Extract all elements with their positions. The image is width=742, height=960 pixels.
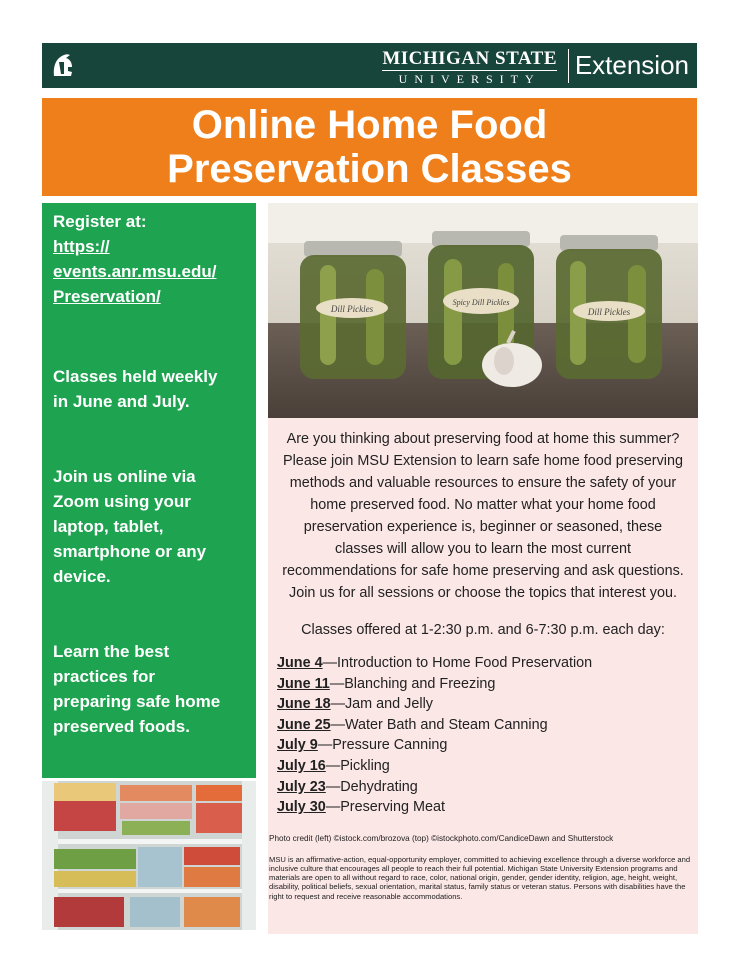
schedule-date: June 25 bbox=[277, 716, 331, 733]
schedule-item bbox=[277, 735, 698, 756]
registration-link[interactable] bbox=[53, 234, 248, 309]
schedule-date: June 18 bbox=[277, 696, 331, 713]
schedule-item bbox=[277, 674, 698, 695]
url-line[interactable]: https:// bbox=[53, 237, 110, 256]
practices-line: preserved foods. bbox=[53, 717, 190, 736]
schedule-item bbox=[277, 715, 698, 736]
freezer-photo bbox=[42, 781, 256, 930]
spartan-helmet-icon bbox=[50, 52, 76, 80]
schedule-topic: —Dehydrating bbox=[325, 778, 418, 795]
wordmark-divider bbox=[382, 70, 557, 71]
schedule-date: July 30 bbox=[277, 799, 326, 816]
schedule-topic: —Water Bath and Steam Canning bbox=[330, 716, 548, 733]
green-sidebar bbox=[42, 203, 256, 778]
jar-label: Spicy Dill Pickles bbox=[452, 298, 510, 307]
extension-label: Extension bbox=[574, 50, 689, 80]
register-label: Register at: bbox=[53, 212, 147, 231]
weekly-text bbox=[53, 364, 248, 414]
zoom-text bbox=[53, 464, 248, 589]
schedule-date: July 23 bbox=[277, 778, 326, 795]
pickle-jars-photo bbox=[268, 203, 698, 418]
university-name-line1: MICHIGAN STATE bbox=[382, 48, 557, 69]
freezer-illustration bbox=[42, 781, 256, 930]
schedule-item bbox=[277, 777, 698, 798]
url-line[interactable]: events.anr.msu.edu/ bbox=[53, 262, 217, 281]
class-times: Classes offered at 1-2:30 p.m. and 6-7:30 p.m. each day: bbox=[301, 622, 665, 638]
practices-line: Learn the best bbox=[53, 642, 170, 661]
photo-credit: Photo credit (left) ©istock.com/brozova (top) ©istockphoto.com/CandiceDawn and Shutterstock bbox=[269, 833, 614, 843]
title-line-1: Online Home Food bbox=[191, 103, 548, 147]
title-banner bbox=[42, 98, 697, 196]
zoom-line: device. bbox=[53, 567, 111, 586]
schedule-item bbox=[277, 756, 698, 777]
equal-opportunity-disclaimer: MSU is an affirmative-action, equal-opportunity employer, committed to achieving excellence through a diverse workforce and inclusive culture that encourages all people to reach their full potential. Michigan State University Extension programs and materials are open to all without regard to race, color, national origin, gender, gender identity, religion, age, height, weight, disability, political beliefs, sexual orientation, marital status, family status or veteran status. Persons with disabilities have the right to request and receive reasonable accommodations. bbox=[269, 854, 691, 901]
schedule-topic: —Preserving Meat bbox=[325, 799, 445, 816]
weekly-line: Classes held weekly bbox=[53, 367, 218, 386]
schedule-date: July 16 bbox=[277, 757, 326, 774]
weekly-line: in June and July. bbox=[53, 392, 190, 411]
pickle-jars-illustration bbox=[268, 203, 698, 418]
schedule-topic: —Pickling bbox=[325, 757, 390, 774]
schedule-date: July 9 bbox=[277, 737, 318, 754]
university-wordmark bbox=[382, 49, 557, 86]
title-line-2: Preservation Classes bbox=[167, 147, 572, 191]
schedule-topic: —Jam and Jelly bbox=[330, 696, 433, 713]
jar-label: Dill Pickles bbox=[330, 304, 374, 314]
zoom-line: Join us online via bbox=[53, 467, 196, 486]
description-panel bbox=[268, 418, 698, 934]
schedule-topic: —Blanching and Freezing bbox=[329, 675, 496, 692]
schedule-topic: —Introduction to Home Food Preservation bbox=[322, 655, 593, 671]
zoom-line: Zoom using your bbox=[53, 492, 191, 511]
practices-line: practices for bbox=[53, 667, 156, 686]
jar-label: Dill Pickles bbox=[587, 307, 631, 317]
class-schedule bbox=[277, 653, 698, 818]
practices-line: preparing safe home bbox=[53, 692, 221, 711]
zoom-line: smartphone or any bbox=[53, 542, 207, 561]
schedule-item bbox=[277, 797, 698, 818]
schedule-date: June 4 bbox=[277, 655, 323, 671]
schedule-topic: —Pressure Canning bbox=[317, 737, 448, 754]
university-name-line2: UNIVERSITY bbox=[398, 72, 541, 86]
header-separator bbox=[568, 49, 569, 83]
url-line[interactable]: Preservation/ bbox=[53, 287, 161, 306]
schedule-item bbox=[277, 653, 698, 674]
msu-extension-header bbox=[42, 43, 697, 88]
schedule-item bbox=[277, 694, 698, 715]
intro-paragraph: Are you thinking about preserving food at home this summer? Please join MSU Extension to learn safe home food preserving methods and valuable resources to ensure the safety of your home preserved food. No matter what your home food preservation experience is, beginner or seasoned, these classes will allow you to learn the most current recommendations for safe home preserving and ask questions. Join us for all sessions or choose the topics that interest you. bbox=[282, 431, 684, 601]
schedule-date: June 11 bbox=[277, 675, 330, 692]
practices-text bbox=[53, 639, 248, 739]
zoom-line: laptop, tablet, bbox=[53, 517, 164, 536]
